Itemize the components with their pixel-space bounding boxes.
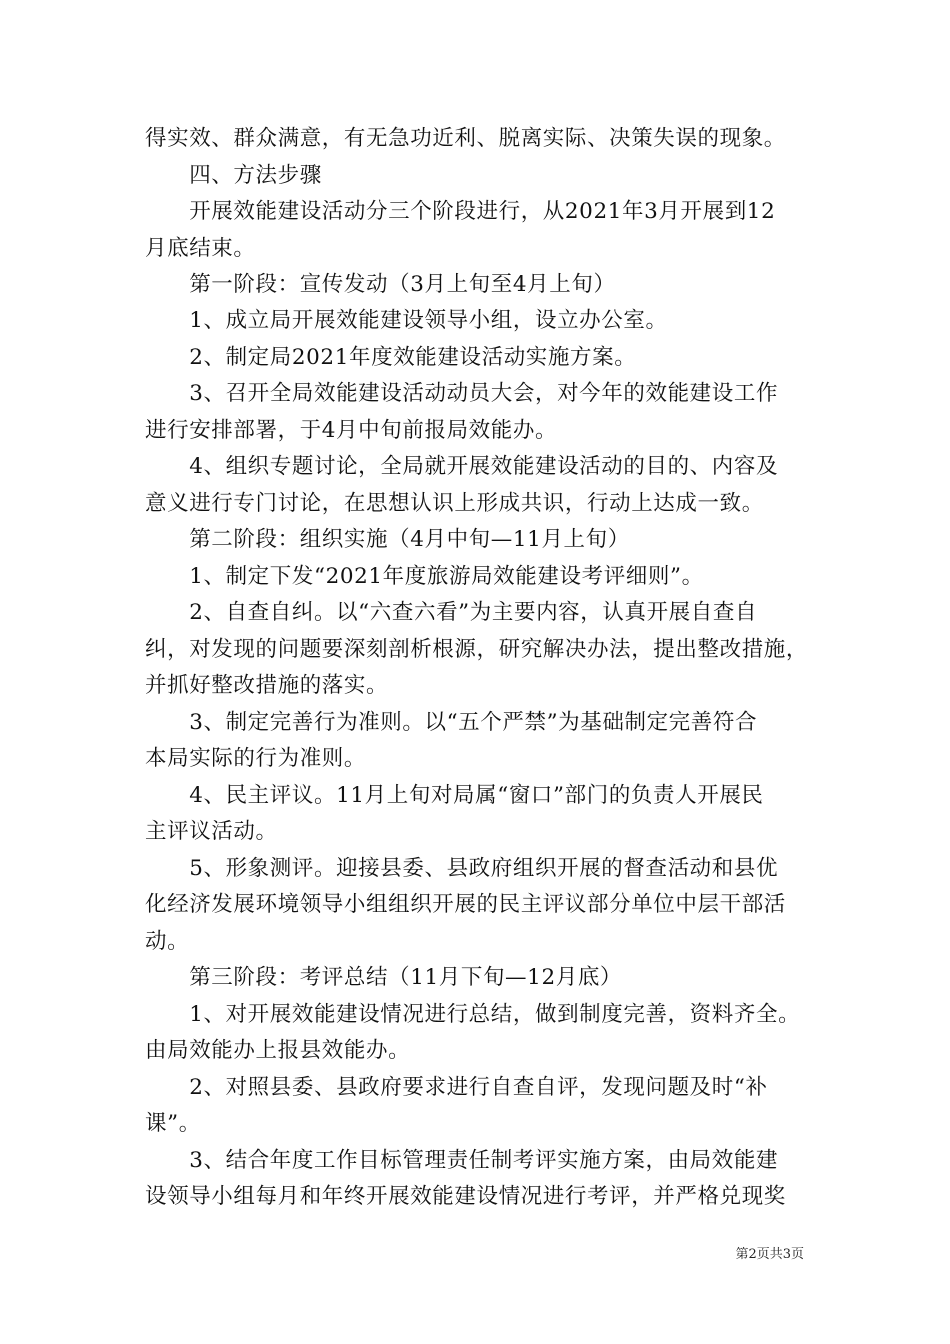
text-line: 得实效、群众满意，有无急功近利、脱离实际、决策失误的现象。 <box>145 126 786 151</box>
text-line: 3、结合年度工作目标管理责任制考评实施方案，由局效能建 <box>145 1148 779 1173</box>
text-line: 1、成立局开展效能建设领导小组，设立办公室。 <box>145 308 668 333</box>
text-line: 开展效能建设活动分三个阶段进行，从2021年3月开展到12 <box>145 199 776 224</box>
stage-heading: 第二阶段：组织实施（4月中旬—11月上旬） <box>145 527 630 552</box>
text-line: 主评议活动。 <box>145 819 278 844</box>
text-line: 本局实际的行为准则。 <box>145 746 367 771</box>
text-line: 动。 <box>145 929 190 954</box>
text-line: 2、自查自纠。以“六查六看”为主要内容，认真开展自查自 <box>145 600 758 625</box>
text-line: 3、召开全局效能建设活动动员大会，对今年的效能建设工作 <box>145 381 779 406</box>
text-line: 3、制定完善行为准则。以“五个严禁”为基础制定完善符合 <box>145 710 758 735</box>
text-line: 2、制定局2021年度效能建设活动实施方案。 <box>145 345 637 370</box>
stage-heading: 第一阶段：宣传发动（3月上旬至4月上旬） <box>145 272 616 297</box>
text-line: 1、对开展效能建设情况进行总结，做到制度完善，资料齐全。 <box>145 1002 801 1027</box>
page-number: 第2页共3页 <box>735 1247 804 1262</box>
text-line: 纠，对发现的问题要深刻剖析根源，研究解决办法，提出整改措施， <box>145 637 809 662</box>
text-line: 5、形象测评。迎接县委、县政府组织开展的督查活动和县优 <box>145 856 779 881</box>
text-line: 2、对照县委、县政府要求进行自查自评，发现问题及时“补 <box>145 1075 768 1100</box>
text-line: 意义进行专门讨论，在思想认识上形成共识，行动上达成一致。 <box>145 491 764 516</box>
text-line: 1、制定下发“2021年度旅游局效能建设考评细则”。 <box>145 564 704 589</box>
text-line: 并抓好整改措施的落实。 <box>145 673 389 698</box>
text-line: 月底结束。 <box>145 236 256 261</box>
text-line: 进行安排部署，于4月中旬前报局效能办。 <box>145 418 558 443</box>
text-line: 课”。 <box>145 1111 201 1136</box>
text-line: 由局效能办上报县效能办。 <box>145 1038 411 1063</box>
text-line: 4、民主评议。11月上旬对局属“窗口”部门的负责人开展民 <box>145 783 764 808</box>
section-heading: 四、方法步骤 <box>145 163 322 188</box>
text-line: 4、组织专题讨论，全局就开展效能建设活动的目的、内容及 <box>145 454 779 479</box>
stage-heading: 第三阶段：考评总结（11月下旬—12月底） <box>145 965 623 990</box>
text-line: 化经济发展环境领导小组组织开展的民主评议部分单位中层干部活 <box>145 892 786 917</box>
text-line: 设领导小组每月和年终开展效能建设情况进行考评，并严格兑现奖 <box>145 1184 786 1209</box>
